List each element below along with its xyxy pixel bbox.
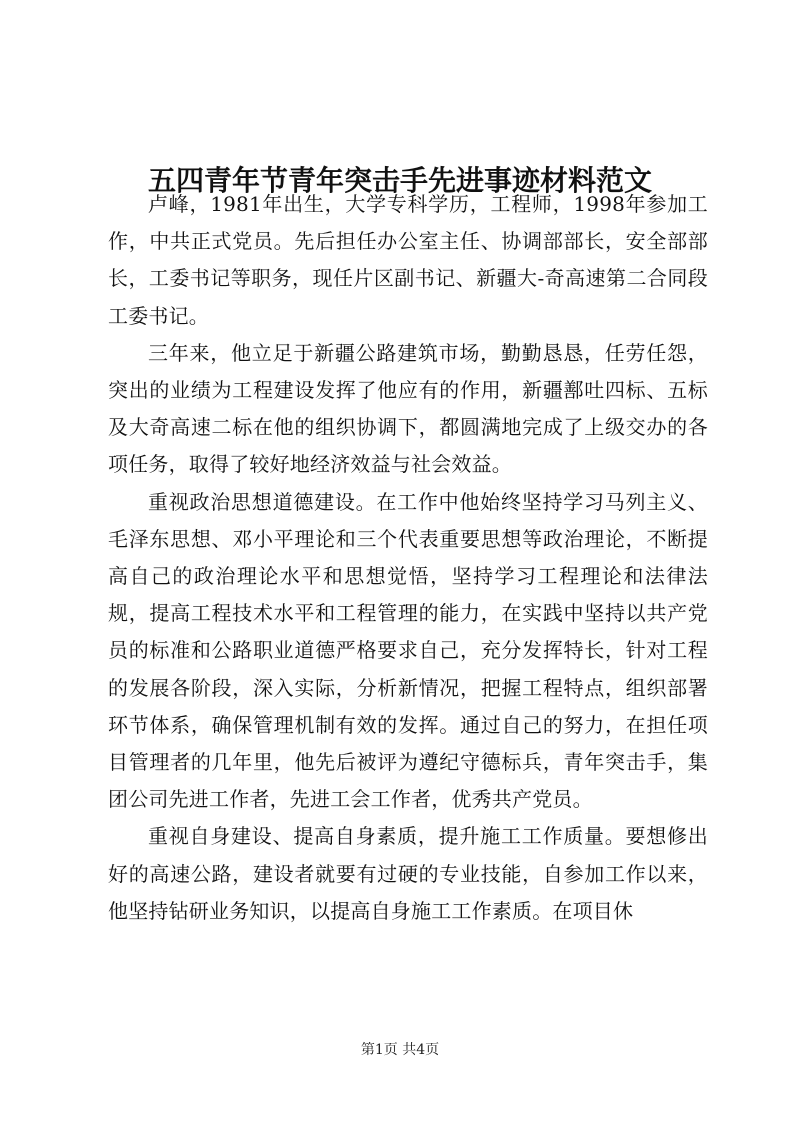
document-body: [108, 186, 708, 930]
page-number-footer: 第1页 共4页: [360, 1042, 440, 1058]
page-title: 五四青年节青年突击手先进事迹材料范文: [147, 163, 652, 197]
paragraph-self-improvement: 重视自身建设、提高自身素质，提升施工工作质量。要想修出好的高速公路，建设者就要有过硬的专业技能，自参加工作以来，他坚持钻研业务知识，以提高自身施工工作素质。在项目休: [108, 824, 708, 923]
paragraph-intro: 卢峰，1981年出生，大学专科学历，工程师，1998年参加工作，中共正式党员。先后担任办公室主任、协调部部长，安全部部长，工委书记等职务，现任片区副书记、新疆大-奇高速第二合同段工委书记。: [108, 192, 708, 328]
paragraph-achievements: 三年来，他立足于新疆公路建筑市场，勤勤恳恳，任劳任怨，突出的业绩为工程建设发挥了他应有的作用，新疆鄯吐四标、五标及大奇高速二标在他的组织协调下，都圆满地完成了上级交办的各项任务，取得了较好地经济效益与社会效益。: [108, 340, 708, 477]
paragraph-political-study: 重视政治思想道德建设。在工作中他始终坚持学习马列主义、毛泽东思想、邓小平理论和三个代表重要思想等政治理论，不断提高自己的政治理论水平和思想觉悟，坚持学习工程理论和法律法规，提高工程技术水平和工程管理的能力，在实践中坚持以共产党员的标准和公路职业道德严格要求自己，充分发挥特长，针对工程的发展各阶段，深入实际，分析新情况，把握工程特点，组织部署环节体系，确保管理机制有效的发挥。通过自己的努力，在担任项目管理者的几年里，他先后被评为遵纪守德标兵，青年突击手，集团公司先进工作者，先进工会工作者，优秀共产党员。: [108, 489, 708, 812]
